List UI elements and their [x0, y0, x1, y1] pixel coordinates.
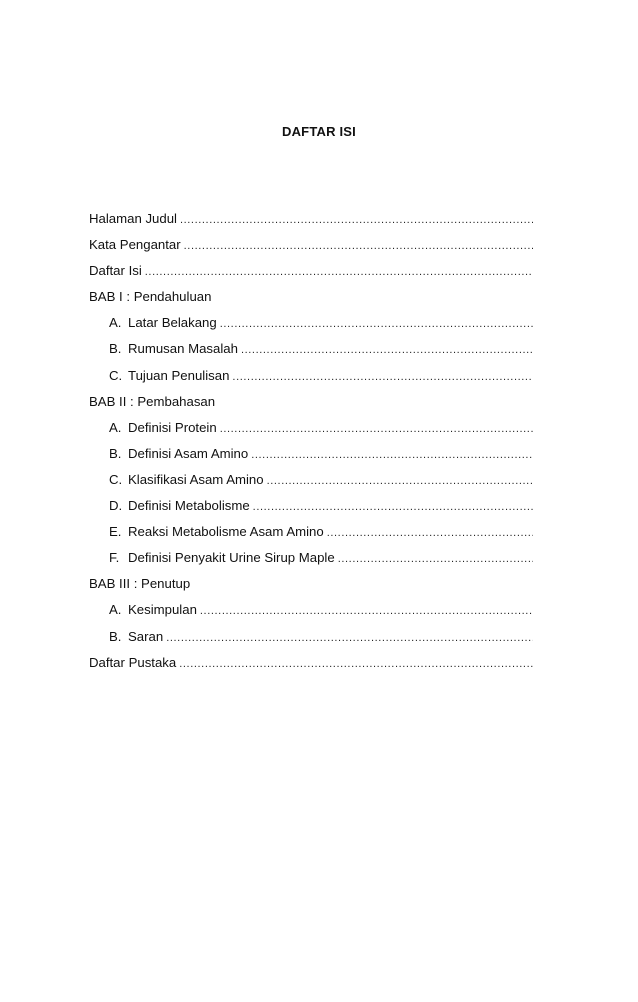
toc-entry-label [109, 597, 197, 623]
toc-entry-kata-pengantar [89, 232, 533, 258]
toc-entry-letter: C. [109, 367, 123, 383]
toc-entry-text: Klasifikasi Asam Amino [128, 471, 264, 487]
toc-heading-bab-1 [89, 284, 533, 310]
toc-entry-letter: F. [109, 550, 120, 566]
toc-entry-label [109, 467, 264, 493]
toc-chapter-label: BAB I : Pendahuluan [89, 289, 212, 305]
toc-entry-text: Saran [128, 628, 164, 644]
toc-entry-saran [89, 624, 533, 650]
toc-entry-label [109, 493, 250, 519]
toc-entry-label [109, 363, 229, 389]
toc-entry-label: Daftar Pustaka [89, 654, 177, 670]
dot-leader [241, 337, 533, 363]
dot-leader [220, 311, 533, 337]
table-of-contents [89, 206, 533, 676]
toc-entry-daftar-isi [89, 258, 533, 284]
toc-entry-text: Definisi Penyakit Urine Sirup Maple [128, 550, 335, 566]
toc-entry-letter: D. [109, 498, 123, 514]
toc-entry-letter: A. [109, 602, 122, 618]
toc-chapter-label: BAB III : Penutup [89, 576, 191, 592]
toc-entry-label [109, 441, 248, 467]
toc-entry-letter: E. [109, 524, 122, 540]
toc-entry-definisi-protein [89, 415, 533, 441]
toc-entry-klasifikasi-asam-amino [89, 467, 533, 493]
toc-entry-letter: C. [109, 471, 123, 487]
toc-entry-label: Halaman Judul [89, 211, 177, 226]
toc-entry-text: Tujuan Penulisan [128, 367, 230, 383]
toc-entry-letter: B. [109, 341, 122, 357]
toc-entry-letter: A. [109, 315, 122, 331]
dot-leader [338, 546, 533, 572]
toc-entry-definisi-asam-amino [89, 441, 533, 467]
toc-chapter-label: BAB II : Pembahasan [89, 393, 216, 409]
dot-leader [166, 625, 533, 651]
dot-leader [180, 207, 533, 233]
dot-leader [251, 442, 533, 468]
toc-entry-text: Reaksi Metabolisme Asam Amino [128, 524, 324, 540]
toc-entry-halaman-judul [89, 206, 533, 232]
toc-heading-bab-3 [89, 571, 533, 597]
toc-entry-label [109, 336, 238, 362]
dot-leader [267, 468, 533, 494]
toc-entry-label [109, 519, 324, 545]
toc-entry-text: Rumusan Masalah [128, 341, 238, 357]
toc-entry-definisi-metabolisme [89, 493, 533, 519]
toc-entry-label: Kata Pengantar [89, 237, 181, 253]
toc-entry-text: Definisi Asam Amino [128, 445, 249, 461]
toc-entry-letter: B. [109, 445, 122, 461]
toc-entry-text: Definisi Protein [128, 419, 217, 435]
toc-entry-letter: A. [109, 419, 122, 435]
toc-heading-bab-2 [89, 389, 533, 415]
toc-entry-latar-belakang [89, 310, 533, 336]
toc-entry-label [109, 310, 217, 336]
toc-entry-text: Latar Belakang [128, 315, 217, 331]
dot-leader [145, 259, 533, 285]
toc-entry-label [109, 415, 217, 441]
dot-leader [184, 233, 533, 259]
toc-entry-label [109, 545, 335, 571]
toc-entry-text: Definisi Metabolisme [128, 498, 250, 514]
page-title: DAFTAR ISI [282, 124, 356, 139]
dot-leader [200, 598, 533, 624]
toc-entry-daftar-pustaka [89, 650, 533, 676]
dot-leader [179, 651, 533, 677]
toc-entry-penyakit-urine-sirup-maple [89, 545, 533, 571]
dot-leader [232, 364, 533, 390]
toc-entry-rumusan-masalah [89, 336, 533, 362]
toc-entry-text: Kesimpulan [128, 602, 197, 618]
dot-leader [220, 416, 533, 442]
dot-leader [327, 520, 533, 546]
toc-entry-label: Daftar Isi [89, 263, 142, 279]
dot-leader [253, 494, 533, 520]
toc-entry-reaksi-metabolisme [89, 519, 533, 545]
toc-entry-label [109, 624, 163, 650]
toc-entry-tujuan-penulisan [89, 363, 533, 389]
toc-entry-letter: B. [109, 628, 122, 644]
toc-entry-kesimpulan [89, 597, 533, 623]
